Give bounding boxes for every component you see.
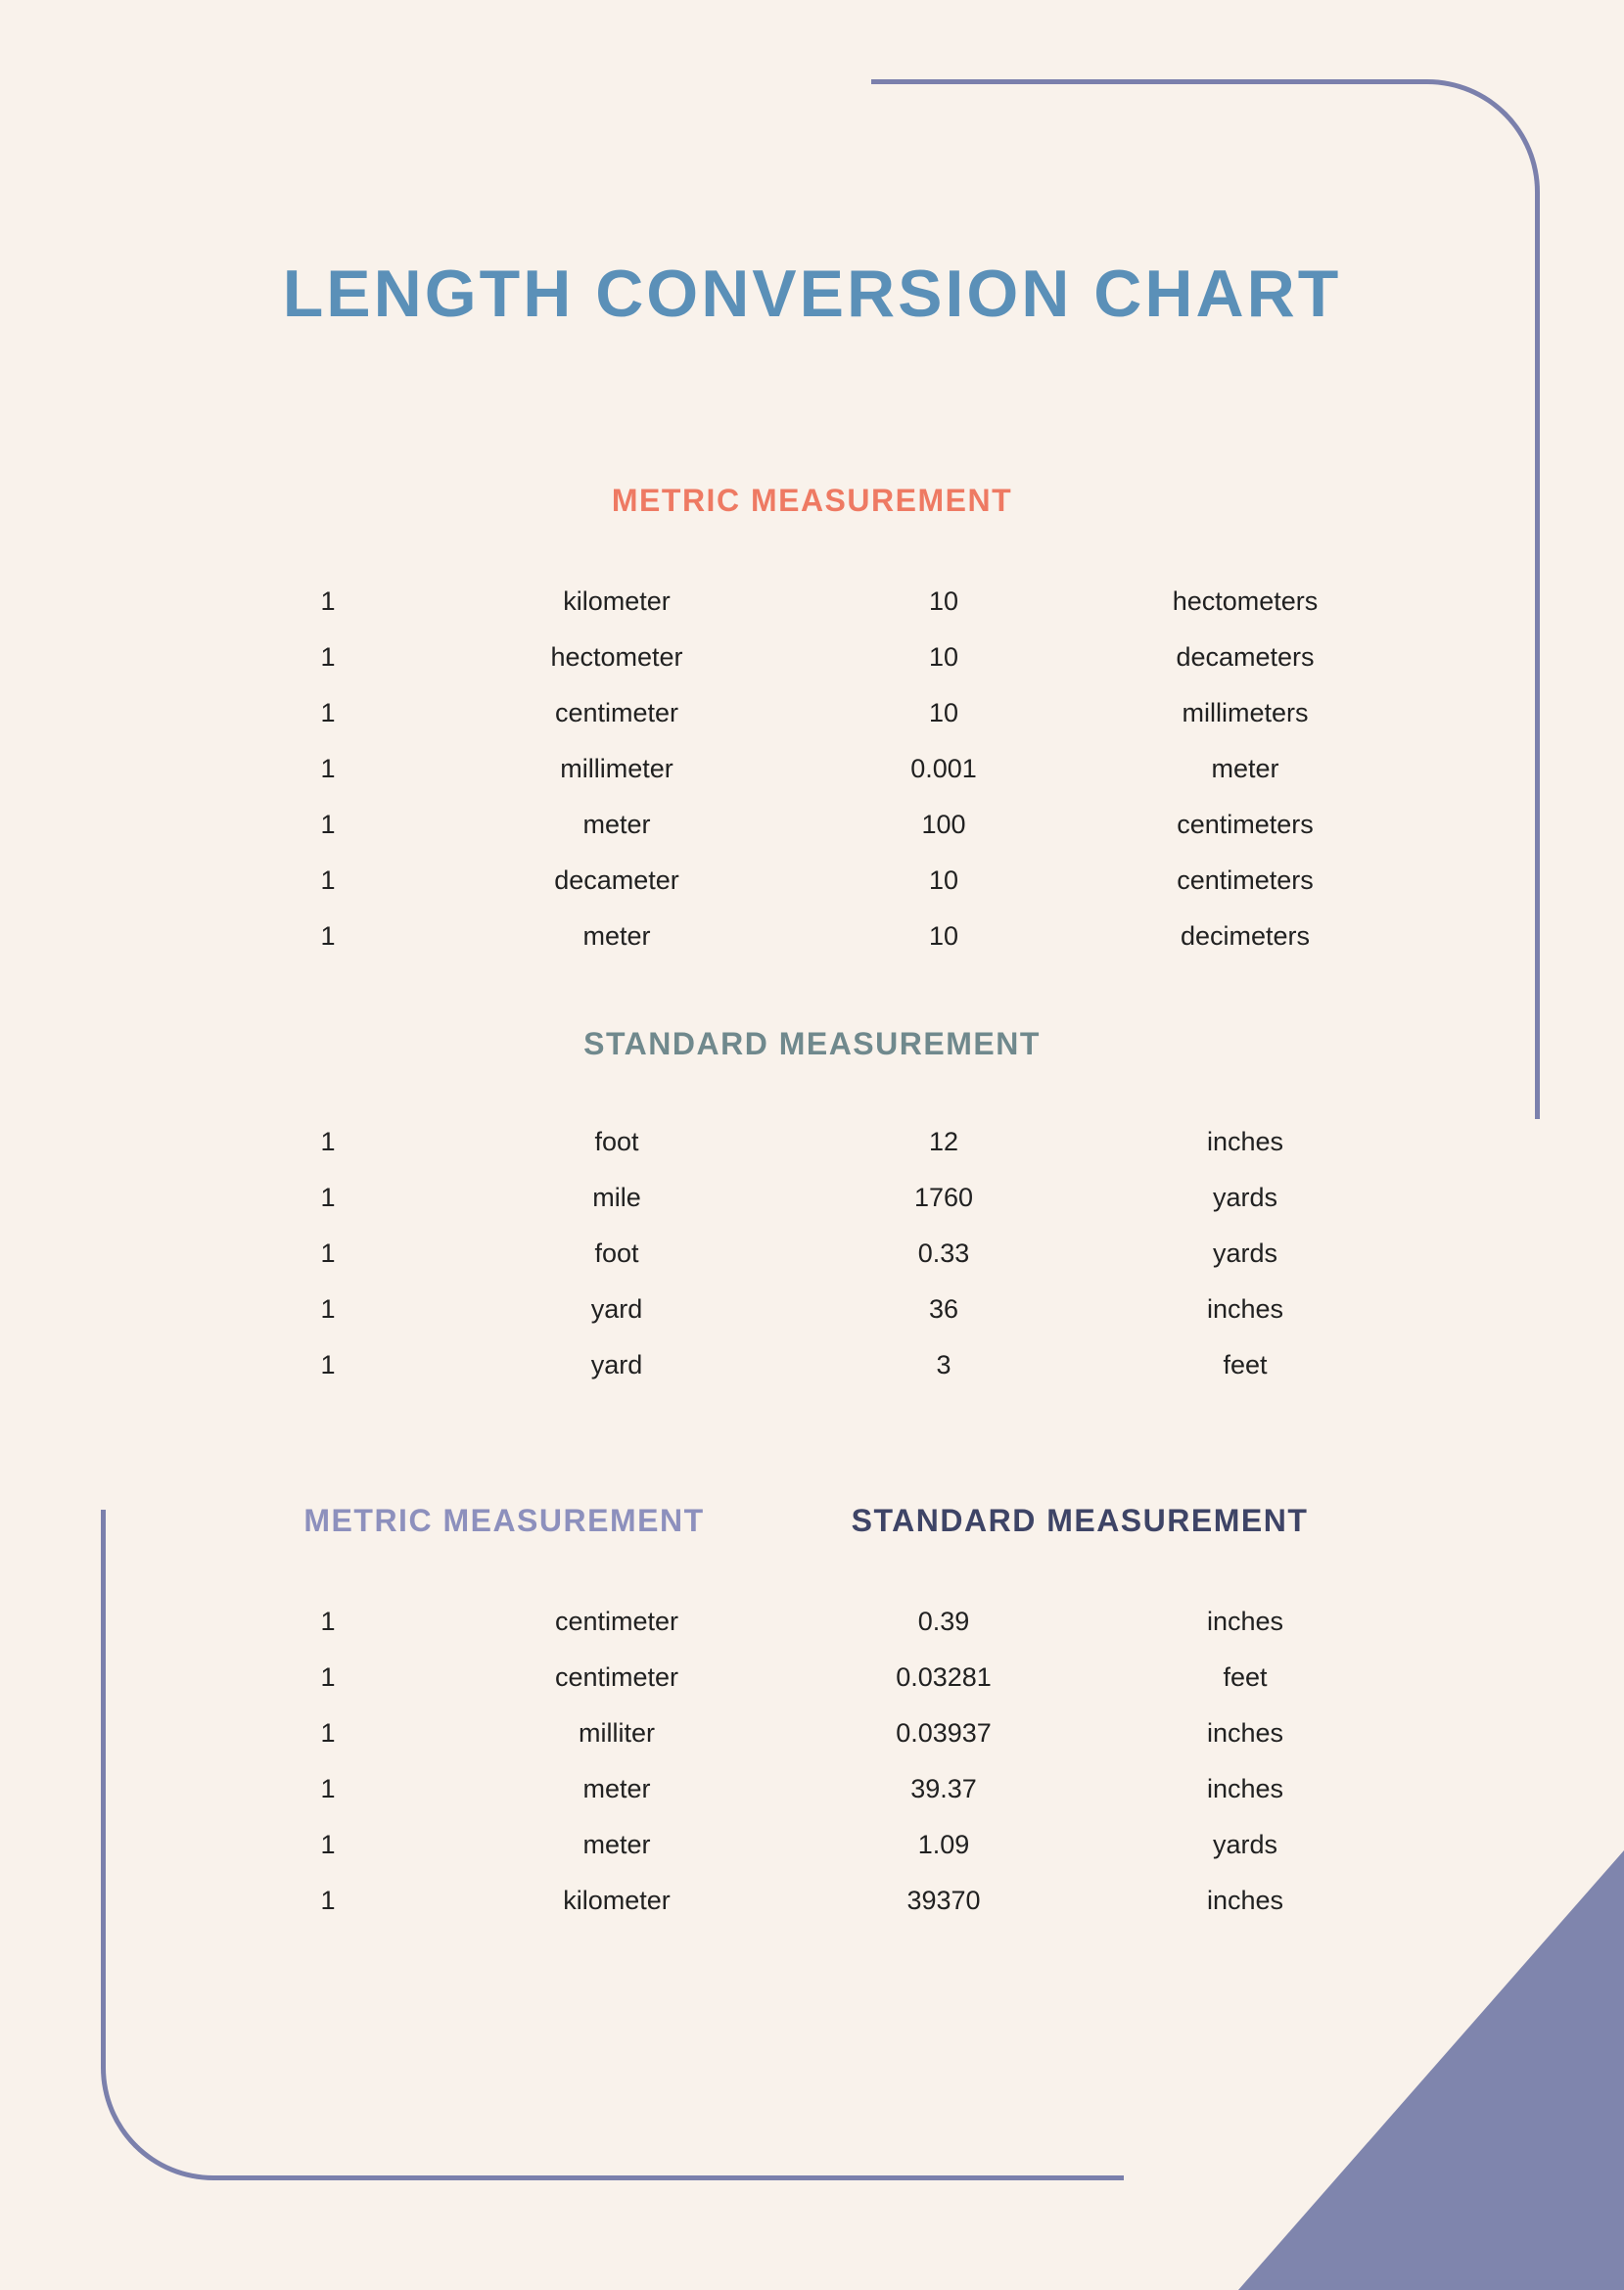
qty-cell: 1 (320, 1607, 336, 1636)
from-unit-cell: centimeter (554, 698, 679, 727)
qty-cell: 1 (320, 1238, 336, 1268)
qty-cell: 1 (320, 1774, 336, 1803)
from-unit-cell: milliter (579, 1718, 655, 1748)
to-unit-cell: inches (1206, 1294, 1284, 1324)
qty-cell: 1 (320, 1294, 336, 1324)
table-row (284, 853, 1464, 909)
standard-measurement-header-bottom: STANDARD MEASUREMENT (851, 1503, 1309, 1538)
table-row (284, 1226, 1464, 1282)
metric-measurement-header: METRIC MEASUREMENT (611, 483, 1013, 518)
value-cell: 0.03937 (896, 1718, 992, 1748)
table-row (284, 1706, 1464, 1761)
to-unit-cell: inches (1206, 1718, 1284, 1748)
qty-cell: 1 (320, 1830, 336, 1859)
to-unit-cell: centimeters (1177, 810, 1314, 839)
value-cell: 10 (928, 586, 959, 616)
qty-cell: 1 (320, 1183, 336, 1212)
to-unit-cell: yards (1212, 1238, 1278, 1268)
qty-cell: 1 (320, 1718, 336, 1748)
qty-cell: 1 (320, 921, 336, 951)
to-unit-cell: feet (1223, 1662, 1268, 1692)
qty-cell: 1 (320, 642, 336, 672)
from-unit-cell: centimeter (554, 1662, 679, 1692)
table-row (284, 1337, 1464, 1393)
table-row (284, 1282, 1464, 1337)
table-row (284, 1594, 1464, 1650)
qty-cell: 1 (320, 810, 336, 839)
from-unit-cell: hectometer (550, 642, 683, 672)
qty-cell: 1 (320, 754, 336, 783)
to-unit-cell: millimeters (1182, 698, 1309, 727)
value-cell: 0.39 (917, 1607, 970, 1636)
table-row (284, 685, 1464, 741)
table-row (284, 1650, 1464, 1706)
table-row (284, 630, 1464, 685)
qty-cell: 1 (320, 586, 336, 616)
value-cell: 12 (928, 1127, 959, 1156)
to-unit-cell: inches (1206, 1607, 1284, 1636)
table-row (284, 741, 1464, 797)
from-unit-cell: foot (594, 1238, 639, 1268)
from-unit-cell: meter (582, 1774, 651, 1803)
table-row (284, 909, 1464, 964)
to-unit-cell: feet (1223, 1350, 1268, 1379)
value-cell: 3 (936, 1350, 951, 1379)
metric-to-standard-table (284, 1594, 1464, 1929)
metric-measurement-table (284, 574, 1464, 964)
from-unit-cell: kilometer (563, 586, 671, 616)
qty-cell: 1 (320, 1886, 336, 1915)
to-unit-cell: decameters (1176, 642, 1315, 672)
table-row (284, 1873, 1464, 1929)
to-unit-cell: inches (1206, 1886, 1284, 1915)
to-unit-cell: hectometers (1172, 586, 1319, 616)
from-unit-cell: meter (582, 810, 651, 839)
table-row (284, 1761, 1464, 1817)
standard-measurement-table (284, 1114, 1464, 1393)
from-unit-cell: yard (590, 1294, 643, 1324)
value-cell: 1760 (913, 1183, 974, 1212)
value-cell: 100 (921, 810, 966, 839)
qty-cell: 1 (320, 1350, 336, 1379)
qty-cell: 1 (320, 698, 336, 727)
value-cell: 0.001 (910, 754, 977, 783)
metric-measurement-header-bottom: METRIC MEASUREMENT (303, 1503, 705, 1538)
table-row (284, 574, 1464, 630)
from-unit-cell: mile (592, 1183, 641, 1212)
from-unit-cell: millimeter (560, 754, 673, 783)
qty-cell: 1 (320, 1662, 336, 1692)
table-row (284, 1170, 1464, 1226)
to-unit-cell: inches (1206, 1127, 1284, 1156)
value-cell: 0.03281 (896, 1662, 992, 1692)
table-row (284, 797, 1464, 853)
qty-cell: 1 (320, 865, 336, 895)
value-cell: 10 (928, 698, 959, 727)
to-unit-cell: yards (1212, 1183, 1278, 1212)
from-unit-cell: foot (594, 1127, 639, 1156)
from-unit-cell: centimeter (554, 1607, 679, 1636)
value-cell: 10 (928, 642, 959, 672)
from-unit-cell: kilometer (563, 1886, 671, 1915)
table-row (284, 1817, 1464, 1873)
page-title: LENGTH CONVERSION CHART (282, 257, 1342, 331)
from-unit-cell: meter (582, 1830, 651, 1859)
from-unit-cell: yard (590, 1350, 643, 1379)
to-unit-cell: inches (1206, 1774, 1284, 1803)
from-unit-cell: decameter (554, 865, 679, 895)
to-unit-cell: centimeters (1177, 865, 1314, 895)
to-unit-cell: decimeters (1180, 921, 1311, 951)
value-cell: 0.33 (917, 1238, 970, 1268)
value-cell: 10 (928, 921, 959, 951)
from-unit-cell: meter (582, 921, 651, 951)
to-unit-cell: meter (1211, 754, 1279, 783)
value-cell: 10 (928, 865, 959, 895)
value-cell: 39370 (906, 1886, 981, 1915)
value-cell: 36 (928, 1294, 959, 1324)
standard-measurement-header: STANDARD MEASUREMENT (583, 1026, 1041, 1061)
table-row (284, 1114, 1464, 1170)
to-unit-cell: yards (1212, 1830, 1278, 1859)
value-cell: 39.37 (910, 1774, 977, 1803)
qty-cell: 1 (320, 1127, 336, 1156)
value-cell: 1.09 (917, 1830, 970, 1859)
